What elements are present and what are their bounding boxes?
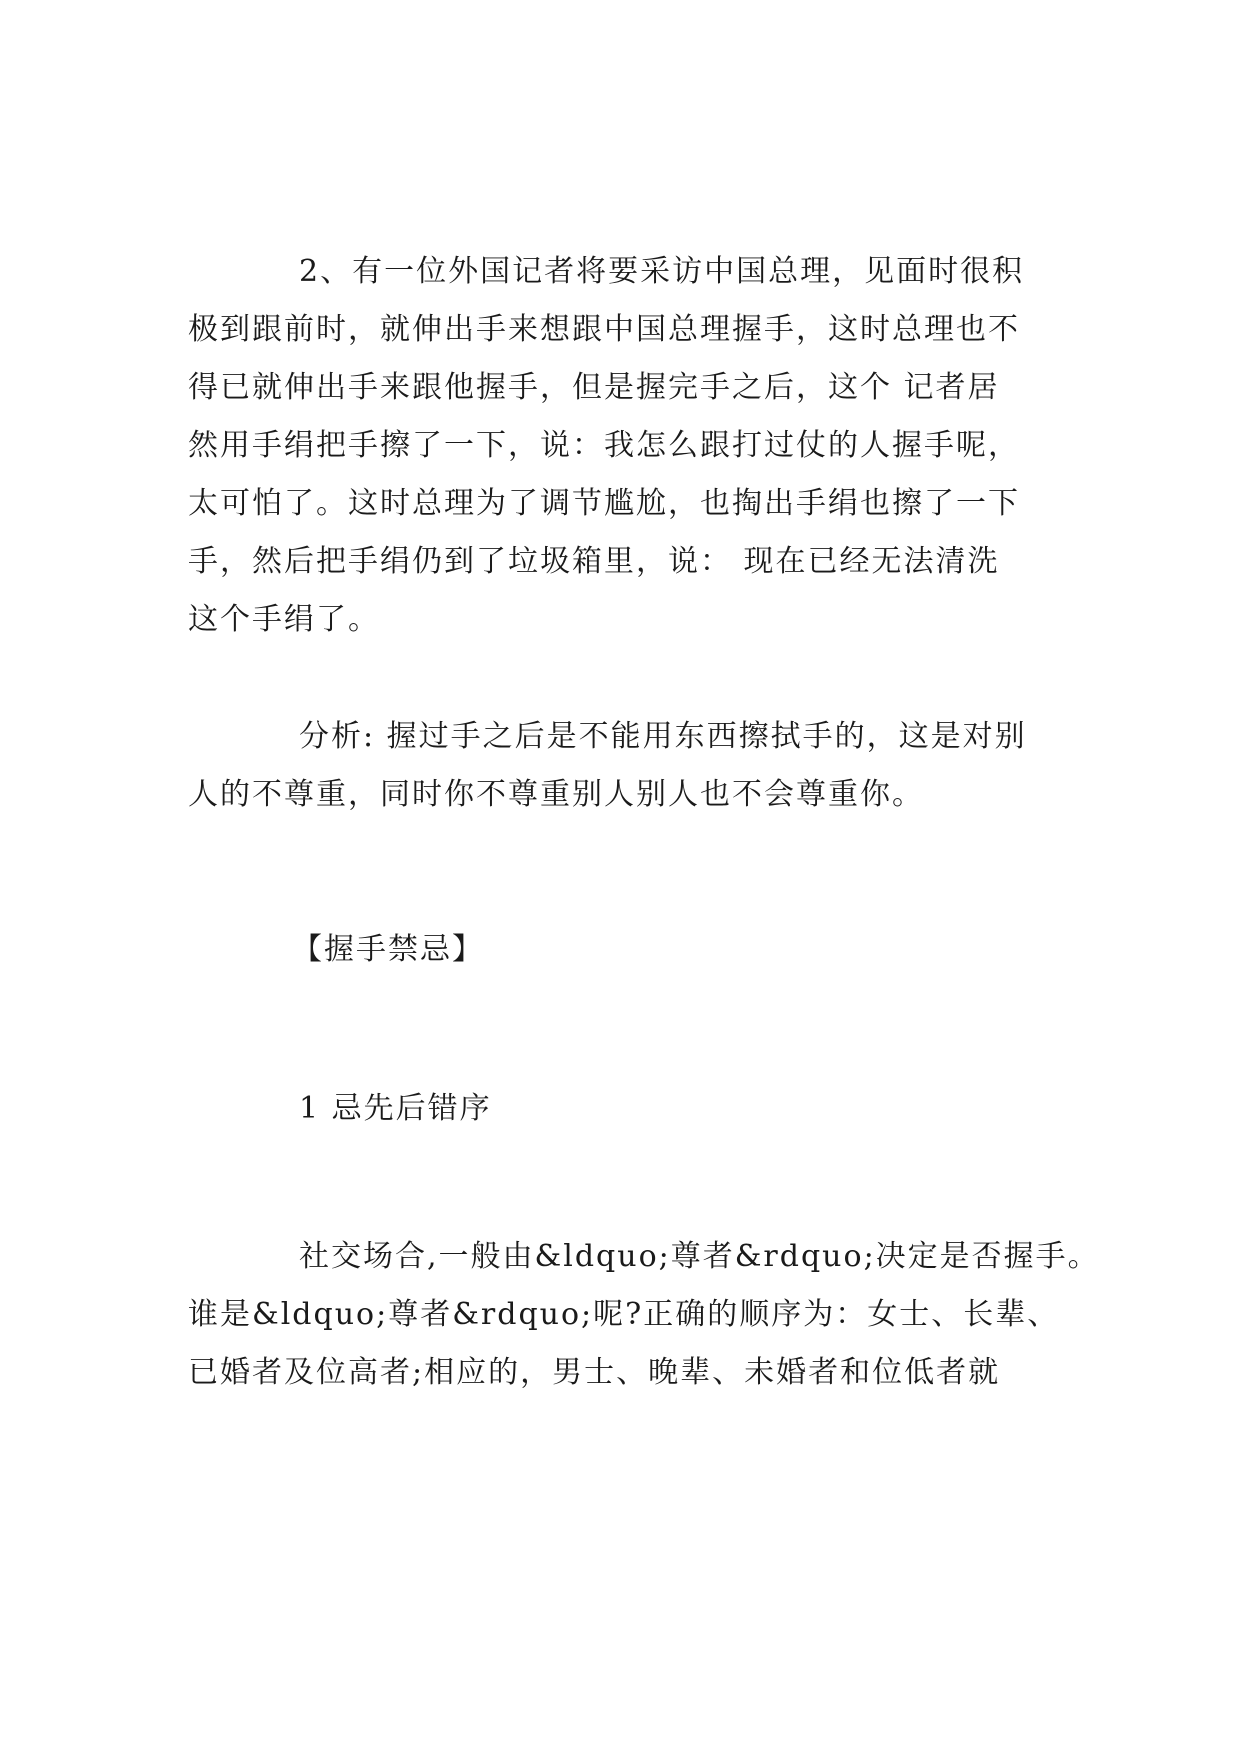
rule-paragraph <box>188 1228 1100 1402</box>
paragraph-line: 极到跟前时，就伸出手来想跟中国总理握手，这时总理也不 <box>188 312 1020 347</box>
story-paragraph <box>188 243 1068 649</box>
paragraph-line: 谁是&ldquo;尊者&rdquo;呢?正确的顺序为：女士、长辈、 <box>188 1297 1060 1332</box>
paragraph-line: 社交场合,一般由&ldquo;尊者&rdquo;决定是否握手。 <box>299 1239 1100 1274</box>
subheading-text: 1 忌先后错序 <box>299 1091 492 1126</box>
paragraph-line: 太可怕了。这时总理为了调节尴尬，也掏出手绢也擦了一下 <box>188 486 1020 521</box>
heading-text: 【握手禁忌】 <box>292 932 484 967</box>
analysis-paragraph <box>188 708 1068 824</box>
paragraph-line: 然用手绢把手擦了一下，说：我怎么跟打过仗的人握手呢， <box>188 428 1020 463</box>
rule-subheading <box>188 1080 1068 1138</box>
section-heading <box>188 921 1068 979</box>
paragraph-line: 分析: 握过手之后是不能用东西擦拭手的，这是对别 <box>299 719 1027 754</box>
paragraph-line: 得已就伸出手来跟他握手，但是握完手之后，这个 记者居 <box>188 370 1000 405</box>
paragraph-line: 已婚者及位高者;相应的，男士、晚辈、未婚者和位低者就 <box>188 1355 1001 1390</box>
paragraph-line: 这个手绢了。 <box>188 602 380 637</box>
paragraph-line: 手，然后把手绢仍到了垃圾箱里，说： 现在已经无法清洗 <box>188 544 1000 579</box>
paragraph-line: 2、有一位外国记者将要采访中国总理，见面时很积 <box>299 254 1025 289</box>
paragraph-line: 人的不尊重，同时你不尊重别人别人也不会尊重你。 <box>188 777 924 812</box>
